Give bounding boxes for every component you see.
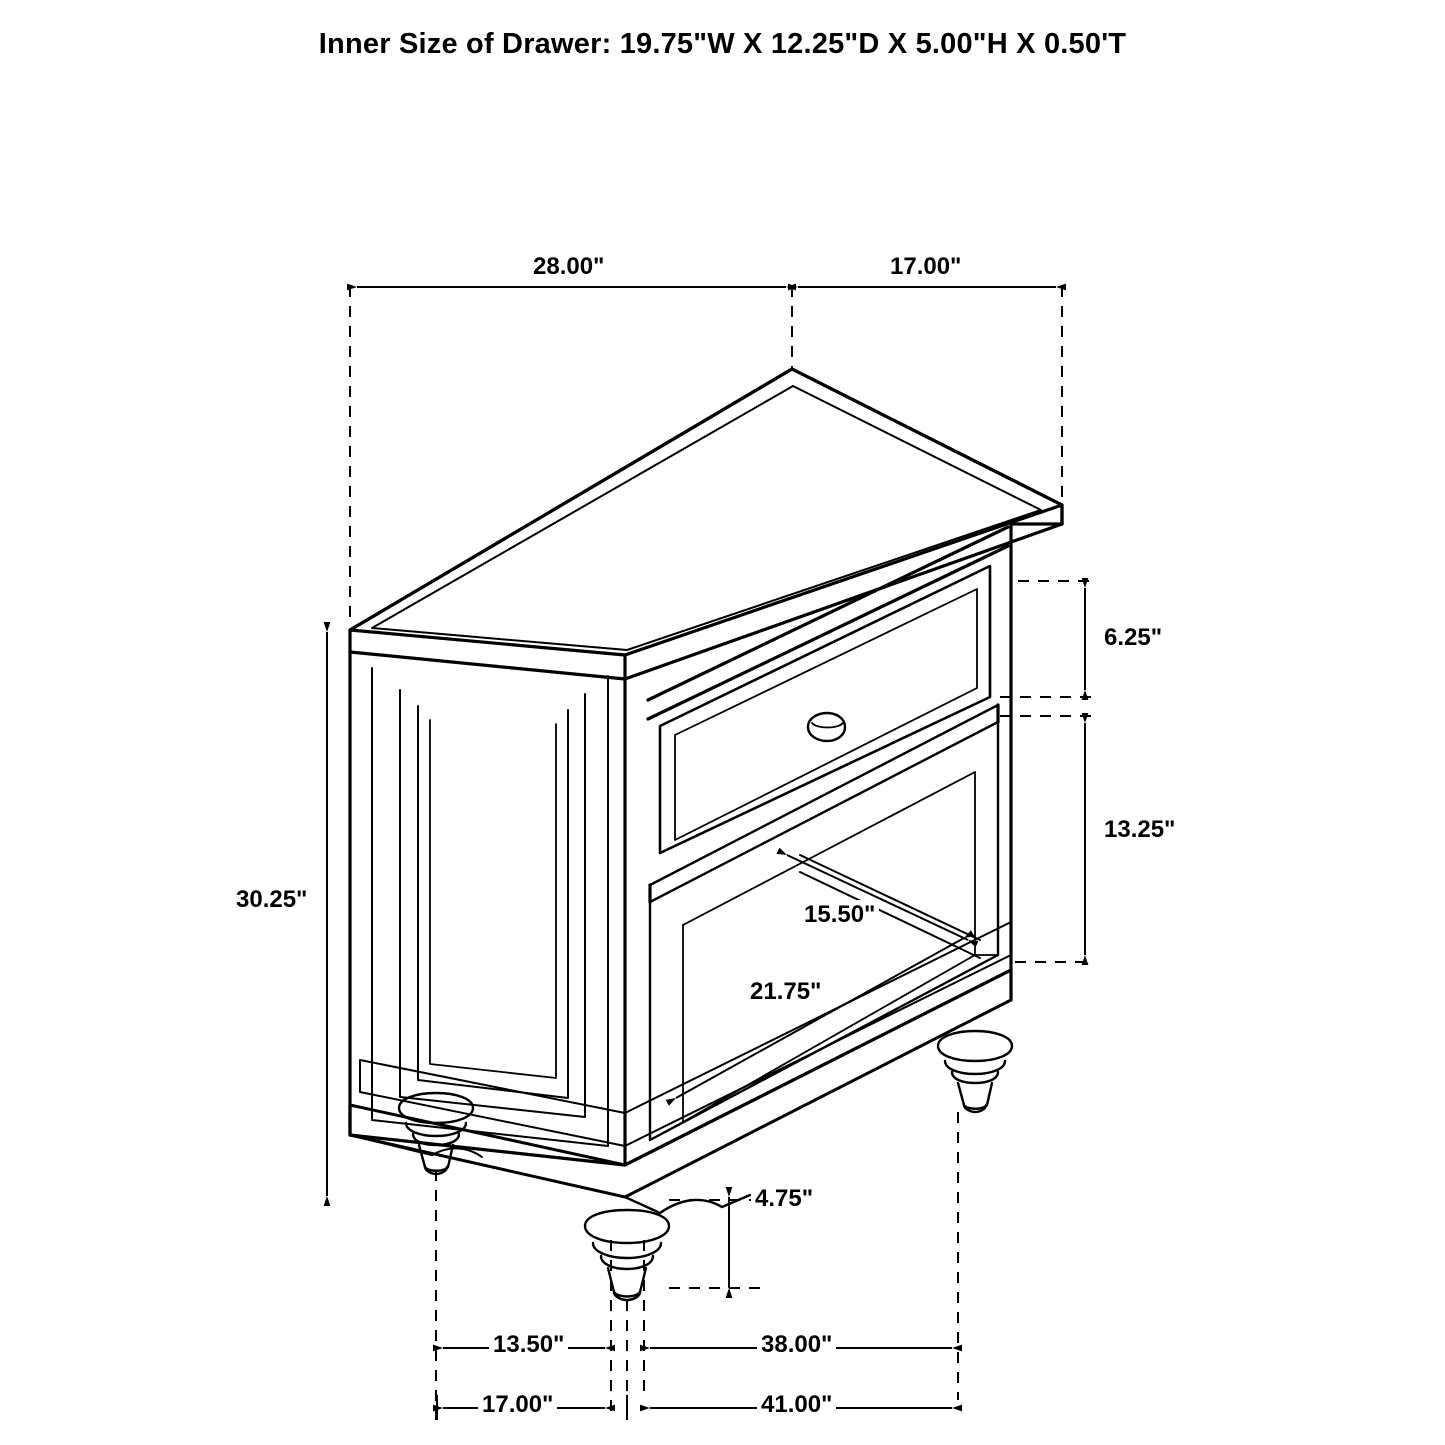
dim-base-right: 41.00" — [757, 1390, 836, 1420]
dim-inner-depth: 15.50" — [800, 900, 879, 930]
dim-base-left: 17.00" — [478, 1390, 557, 1420]
page-title: Inner Size of Drawer: 19.75"W X 12.25"D X 5.00"H X 0.50'T — [318, 28, 1127, 60]
dim-inner-width: 21.75" — [746, 977, 825, 1007]
dim-top-left-width: 28.00" — [529, 252, 608, 282]
dim-top-right-width: 17.00" — [886, 252, 965, 282]
dim-drawer-face-height: 6.25" — [1100, 623, 1166, 653]
dim-leg-clearance: 4.75" — [751, 1184, 817, 1214]
dim-foot-spread-right: 38.00" — [757, 1330, 836, 1360]
dim-total-height: 30.25" — [232, 885, 311, 915]
dim-foot-spread-left: 13.50" — [489, 1330, 568, 1360]
dim-lower-opening-height: 13.25" — [1100, 815, 1179, 845]
